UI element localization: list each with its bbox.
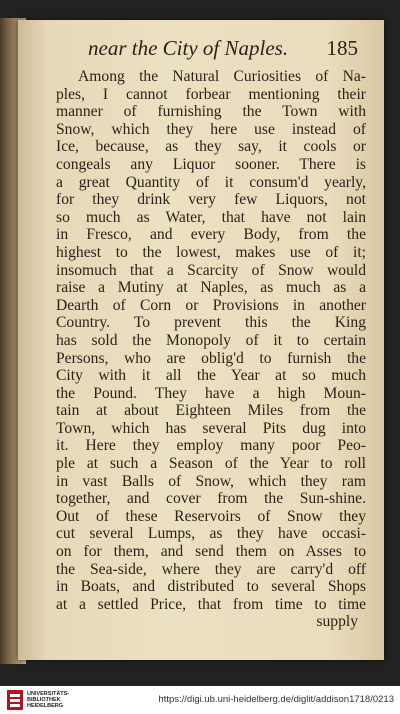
library-logo-icon xyxy=(6,689,24,711)
text-line: for they drink very few Liquors, not xyxy=(56,191,366,209)
text-line: Town, which has several Pits dug into xyxy=(56,419,366,437)
text-line: tain at about Eighteen Miles from the xyxy=(56,402,366,420)
text-line: Persons, who are oblig'd to furnish the xyxy=(56,349,366,367)
text-line: it. Here they employ many poor Peo- xyxy=(56,437,366,455)
text-line: manner of furnishing the Town with xyxy=(56,103,366,121)
text-line: Country. To prevent this the King xyxy=(56,314,366,332)
text-line: so much as Water, that have not lain xyxy=(56,208,366,226)
text-line: Among the Natural Curiosities of Na- xyxy=(78,68,366,85)
text-line: a great Quantity of it consum'd yearly, xyxy=(56,173,366,191)
source-url[interactable]: https://digi.ub.uni-heidelberg.de/diglit/addison1718/0213 xyxy=(158,694,394,705)
library-logo-text: UNIVERSITÄTS- BIBLIOTHEK HEIDELBERG xyxy=(27,691,70,709)
text-line: City with it all the Year at so much xyxy=(56,367,366,385)
footer-bar xyxy=(0,686,400,714)
book-page xyxy=(18,20,384,660)
running-title: near the City of Naples. xyxy=(88,36,289,60)
text-line: at a settled Price, that from time to time xyxy=(56,595,366,613)
page-number: 185 xyxy=(326,36,358,60)
page-header xyxy=(88,36,358,60)
text-line: cut several Lumps, as they have occasi- xyxy=(56,525,366,543)
text-line: ple at such a Season of the Year to roll xyxy=(56,455,366,473)
text-line: ples, I cannot forbear mentioning their xyxy=(56,85,366,103)
text-line: highest to the lowest, makes use of it; xyxy=(56,243,366,261)
text-line: insomuch that a Scarcity of Snow would xyxy=(56,261,366,279)
library-logo[interactable] xyxy=(6,689,70,711)
text-line: the Pound. They have a high Moun- xyxy=(56,384,366,402)
text-line: Ice, because, as they say, it cools or xyxy=(56,138,366,156)
text-line: together, and cover from the Sun-shine. xyxy=(56,490,366,508)
text-line: in vast Balls of Snow, which they ram xyxy=(56,472,366,490)
text-line: Snow, which they here use instead of xyxy=(56,120,366,138)
text-line: the Sea-side, where they are carry'd off xyxy=(56,560,366,578)
text-line: has sold the Monopoly of it to certain xyxy=(56,331,366,349)
text-line: in Fresco, and every Body, from the xyxy=(56,226,366,244)
text-line: in Boats, and distributed to several Shops xyxy=(56,578,366,596)
text-line: Dearth of Corn or Provisions in another xyxy=(56,296,366,314)
text-line: Out of these Reservoirs of Snow they xyxy=(56,507,366,525)
text-line: on for them, and send them on Asses to xyxy=(56,543,366,561)
catchword: supply xyxy=(316,613,358,631)
body-text xyxy=(56,68,366,631)
text-line: congeals any Liquor sooner. There is xyxy=(56,155,366,173)
text-line: raise a Mutiny at Naples, as much as a xyxy=(56,279,366,297)
